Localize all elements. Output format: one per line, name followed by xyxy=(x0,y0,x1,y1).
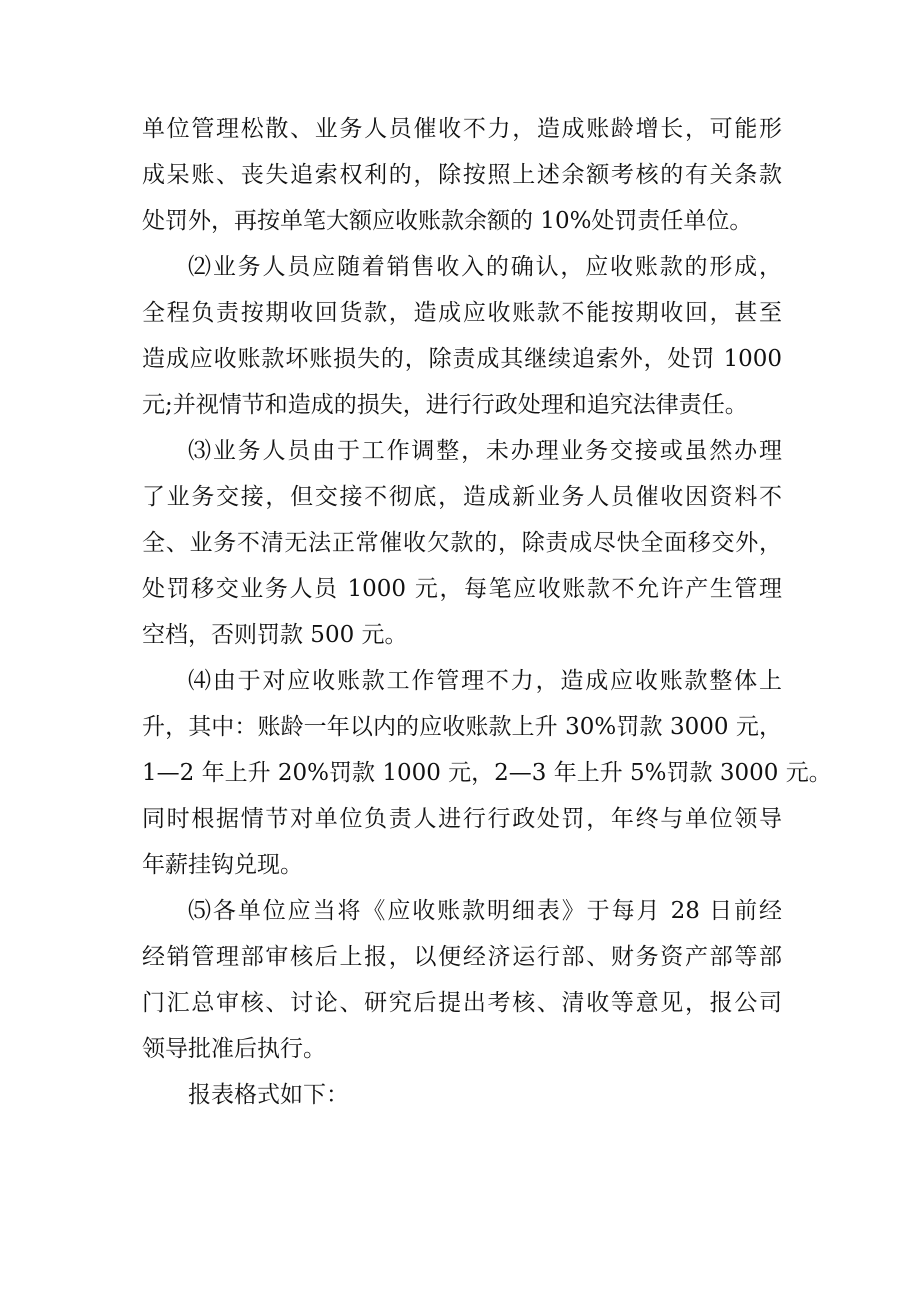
text-line: 处罚外，再按单笔大额应收账款余额的 10%处罚责任单位。 xyxy=(142,208,753,234)
paragraph-item-2 xyxy=(142,244,782,428)
text-line: 成呆账、丧失追索权利的，除按照上述余额考核的有关条款 xyxy=(142,162,782,188)
text-line: 单位管理松散、业务人员催收不力，造成账龄增长，可能形 xyxy=(142,116,782,142)
paragraph-overdue-penalty xyxy=(142,106,782,244)
text-line: 全程负责按期收回货款，造成应收账款不能按期收回，甚至 xyxy=(142,300,782,326)
text-line: 空档，否则罚款 500 元。 xyxy=(142,622,408,648)
text-line: 同时根据情节对单位负责人进行行政处罚，年终与单位领导 xyxy=(142,806,782,832)
text-line: 元;并视情节和造成的损失，进行行政处理和追究法律责任。 xyxy=(142,392,748,418)
text-line: 1—2 年上升 20%罚款 1000 元，2—3 年上升 5%罚款 3000 元。 xyxy=(142,760,832,786)
text-line: 经销管理部审核后上报，以便经济运行部、财务资产部等部 xyxy=(142,944,782,970)
paragraph-report-format xyxy=(142,1072,782,1118)
text-line: 升，其中：账龄一年以内的应收账款上升 30%罚款 3000 元， xyxy=(142,714,782,740)
text-line: 领导批准后执行。 xyxy=(142,1036,326,1062)
paragraph-item-5 xyxy=(142,888,782,1072)
text-line: ⑶业务人员由于工作调整，未办理业务交接或虽然办理 xyxy=(188,438,782,464)
paragraph-item-3 xyxy=(142,428,782,658)
text-line: ⑸各单位应当将《应收账款明细表》于每月 28 日前经 xyxy=(188,898,782,924)
text-line: 了业务交接，但交接不彻底，造成新业务人员催收因资料不 xyxy=(142,484,782,510)
text-line: 门汇总审核、讨论、研究后提出考核、清收等意见，报公司 xyxy=(142,990,782,1016)
text-line: 报表格式如下： xyxy=(188,1082,349,1108)
text-line: ⑵业务人员应随着销售收入的确认，应收账款的形成， xyxy=(188,254,782,280)
paragraph-item-4 xyxy=(142,658,832,888)
text-line: 年薪挂钩兑现。 xyxy=(142,852,303,878)
text-line: ⑷由于对应收账款工作管理不力，造成应收账款整体上 xyxy=(188,668,782,694)
text-line: 处罚移交业务人员 1000 元，每笔应收账款不允许产生管理 xyxy=(142,576,782,602)
text-line: 全、业务不清无法正常催收欠款的，除责成尽快全面移交外， xyxy=(142,530,782,556)
document-body xyxy=(142,106,832,1118)
text-line: 造成应收账款坏账损失的，除责成其继续追索外，处罚 1000 xyxy=(142,346,782,372)
